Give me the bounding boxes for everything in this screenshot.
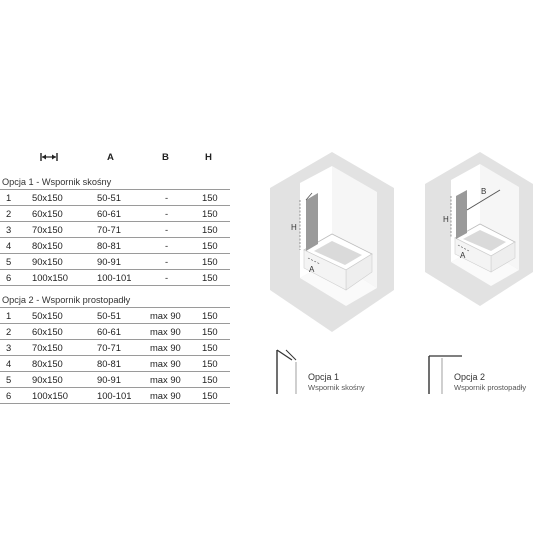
row-h: 150: [202, 272, 218, 283]
row-a: 50-51: [97, 310, 121, 321]
row-number: 4: [6, 358, 12, 369]
row-number: 4: [6, 240, 12, 251]
dim-a-label: A: [309, 265, 315, 274]
group-title: [0, 176, 230, 189]
table-row: [0, 221, 230, 237]
row-h: 150: [202, 192, 218, 203]
row-b: -: [165, 192, 169, 203]
row-b: -: [165, 256, 169, 267]
header-h: H: [205, 152, 212, 163]
table-row: [0, 323, 230, 339]
row-b: -: [165, 240, 169, 251]
row-a: 60-61: [97, 208, 121, 219]
row-a: 70-71: [97, 342, 121, 353]
row-b: max 90: [150, 342, 181, 353]
row-b: max 90: [150, 374, 181, 385]
row-b: -: [165, 224, 169, 235]
row-size: 60x150: [32, 208, 63, 219]
group-title: [0, 294, 230, 307]
group-title-text: Opcja 1 - Wspornik skośny: [2, 177, 112, 187]
row-a: 90-91: [97, 256, 121, 267]
row-h: 150: [202, 224, 218, 235]
row-number: 2: [6, 208, 12, 219]
row-a: 100-101: [97, 390, 132, 401]
row-number: 6: [6, 272, 12, 283]
row-b: -: [165, 208, 169, 219]
row-b: max 90: [150, 358, 181, 369]
table-row: [0, 307, 230, 323]
row-size: 90x150: [32, 374, 63, 385]
row-size: 50x150: [32, 310, 63, 321]
option2-drawing: [425, 150, 535, 310]
row-size: 60x150: [32, 326, 63, 337]
row-h: 150: [202, 358, 218, 369]
row-number: 6: [6, 390, 12, 401]
row-a: 80-81: [97, 358, 121, 369]
option2-caption: [454, 372, 526, 392]
row-h: 150: [202, 342, 218, 353]
option1-drawing: [270, 150, 395, 335]
row-h: 150: [202, 256, 218, 267]
row-size: 80x150: [32, 358, 63, 369]
header-b: B: [162, 152, 169, 163]
glass-panel: [456, 190, 467, 239]
table-row: [0, 237, 230, 253]
table-row: [0, 205, 230, 221]
row-number: 3: [6, 342, 12, 353]
glass-panel: [306, 193, 318, 251]
row-b: max 90: [150, 390, 181, 401]
option2-subtitle: Wspornik prostopadły: [454, 383, 527, 392]
row-size: 100x150: [32, 272, 68, 283]
table-row: [0, 189, 230, 205]
width-arrow-icon: [40, 152, 58, 162]
row-number: 2: [6, 326, 12, 337]
row-size: 90x150: [32, 256, 63, 267]
row-number: 1: [6, 192, 12, 203]
row-a: 90-91: [97, 374, 121, 385]
row-a: 100-101: [97, 272, 132, 283]
dim-a-label: A: [460, 251, 466, 260]
row-h: 150: [202, 310, 218, 321]
dim-b-label: B: [481, 187, 487, 196]
table-row: [0, 387, 230, 404]
option1-title: Opcja 1: [308, 372, 340, 382]
header-a: A: [107, 152, 114, 163]
row-size: 70x150: [32, 342, 63, 353]
row-size: 50x150: [32, 192, 63, 203]
table-row: [0, 339, 230, 355]
row-number: 1: [6, 310, 12, 321]
table-row: [0, 253, 230, 269]
row-h: 150: [202, 240, 218, 251]
row-number: 5: [6, 374, 12, 385]
dim-h-label: H: [291, 223, 297, 232]
table-groups: [0, 176, 230, 404]
row-b: -: [165, 272, 169, 283]
row-h: 150: [202, 374, 218, 385]
row-a: 50-51: [97, 192, 121, 203]
table-row: [0, 371, 230, 387]
spec-table: [0, 152, 230, 404]
group-title-text: Opcja 2 - Wspornik prostopadły: [2, 295, 131, 305]
row-size: 70x150: [32, 224, 63, 235]
table-header: [0, 152, 230, 166]
row-number: 5: [6, 256, 12, 267]
row-b: max 90: [150, 326, 181, 337]
row-h: 150: [202, 208, 218, 219]
option2-title: Opcja 2: [454, 372, 486, 382]
row-a: 60-61: [97, 326, 121, 337]
row-a: 80-81: [97, 240, 121, 251]
row-size: 100x150: [32, 390, 68, 401]
row-number: 3: [6, 224, 12, 235]
row-h: 150: [202, 326, 218, 337]
option1-caption: [308, 372, 365, 392]
option1-bracket-plan: [272, 348, 302, 396]
row-size: 80x150: [32, 240, 63, 251]
option1-subtitle: Wspornik skośny: [308, 383, 365, 392]
row-b: max 90: [150, 310, 181, 321]
table-row: [0, 269, 230, 286]
row-h: 150: [202, 390, 218, 401]
row-a: 70-71: [97, 224, 121, 235]
dim-h-label: H: [443, 215, 449, 224]
table-row: [0, 355, 230, 371]
